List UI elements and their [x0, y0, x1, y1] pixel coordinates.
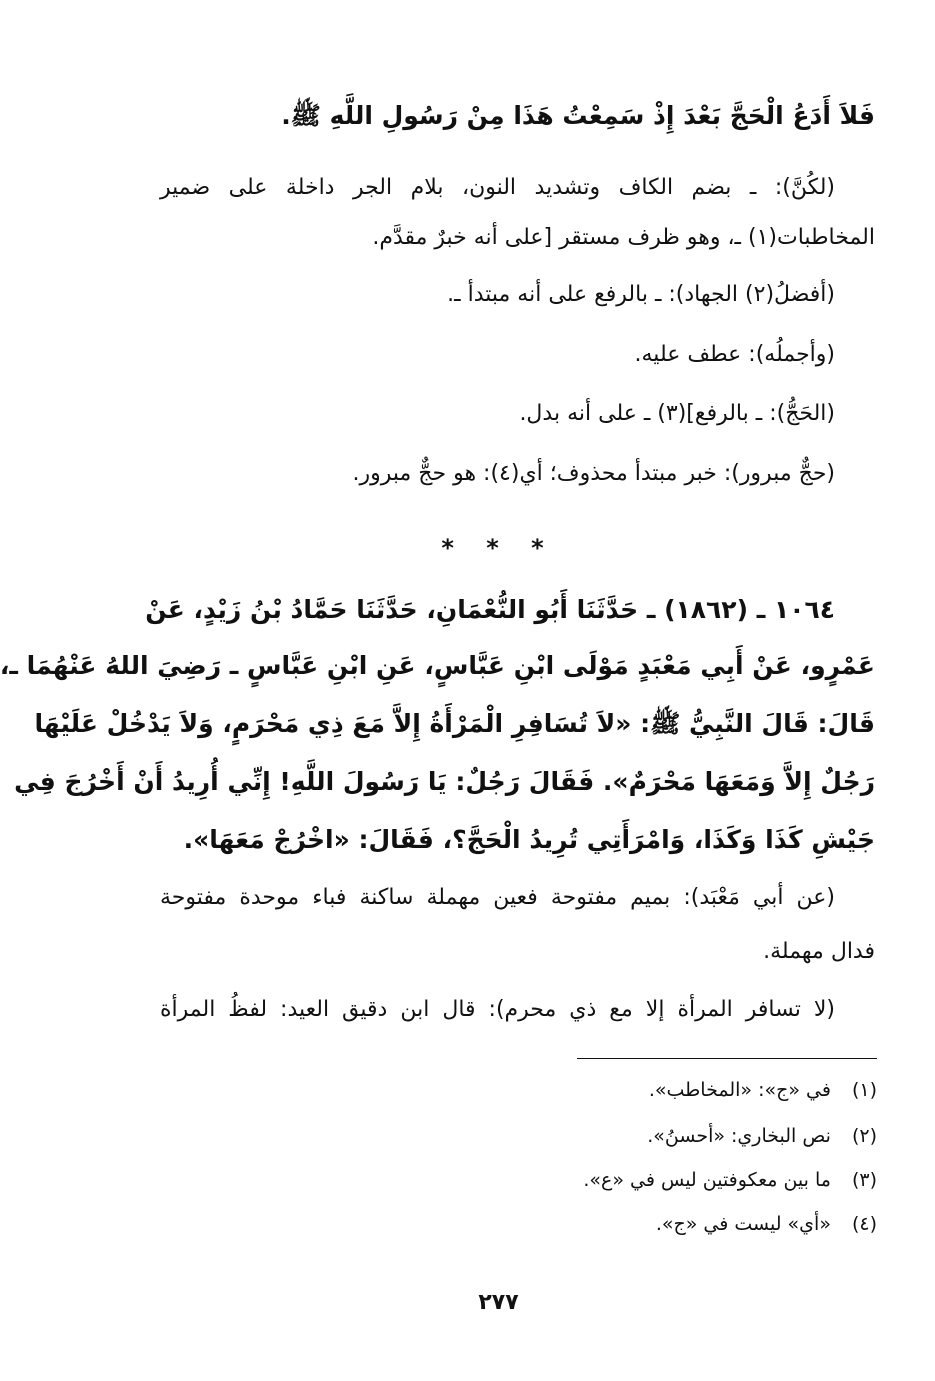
commentary-line: (وأجملُه): عطف عليه. [634, 342, 835, 367]
footnote-number: (٢) [851, 1125, 877, 1147]
hadith-line: عَمْرٍو، عَنْ أَبِي مَعْبَدٍ مَوْلَى ابْنِ عَبَّاسٍ، عَنِ ابْنِ عَبَّاسٍ ـ رَضِيَ اللهُ عَنْهُمَا ـ، [0, 651, 875, 680]
footnote-number: (٤) [851, 1213, 877, 1235]
footnote [362, 1078, 877, 1103]
footnote-text: في «ج»: «المخاطب». [648, 1079, 831, 1101]
footnote [362, 1212, 877, 1237]
hadith-top-line: فَلاَ أَدَعُ الْحَجَّ بَعْدَ إِذْ سَمِعْتُ هَذَا مِنْ رَسُولِ اللَّهِ ﷺ. [281, 101, 875, 130]
commentary-line: فدال مهملة. [763, 939, 875, 964]
commentary-line: (لكُنَّ): ـ بضم الكاف وتشديد النون، بلام الجر داخلة على ضمير [160, 175, 835, 200]
hadith-line: رَجُلٌ إِلاَّ وَمَعَهَا مَحْرَمٌ». فَقَالَ رَجُلٌ: يَا رَسُولَ اللَّهِ! إِنِّي أُرِيدُ أَنْ أَخْرُجَ فِي [14, 767, 875, 796]
hadith-line: ١٠٦٤ ـ (١٨٦٢) ـ حَدَّثَنَا أَبُو النُّعْمَانِ، حَدَّثَنَا حَمَّادُ بْنُ زَيْدٍ، عَنْ [145, 595, 835, 624]
footnote-number: (١) [851, 1079, 877, 1101]
footnote-divider [577, 1058, 877, 1059]
hadith-line: قَالَ: قَالَ النَّبِيُّ ﷺ: «لاَ تُسَافِرِ الْمَرْأَةُ إِلاَّ مَعَ ذِي مَحْرَمٍ، وَلاَ يَدْخُلْ عَلَيْهَا [34, 709, 875, 738]
commentary-line: (الحَجُّ): ـ بالرفع](٣) ـ على أنه بدل. [519, 401, 835, 426]
commentary-line: (حجٌّ مبرور): خبر مبتدأ محذوف؛ أي(٤): هو حجٌّ مبرور. [352, 461, 835, 486]
commentary-line: (أفضلُ(٢) الجهاد): ـ بالرفع على أنه مبتدأ ـ. [447, 282, 835, 307]
commentary-line: المخاطبات(١) ـ، وهو ظرف مستقر [على أنه خبرٌ مقدَّم. [372, 225, 875, 250]
footnote-number: (٣) [851, 1169, 877, 1191]
section-separator: * * * [441, 534, 556, 562]
commentary-line: (لا تسافر المرأة إلا مع ذي محرم): قال ابن دقيق العيد: لفظُ المرأة [160, 997, 835, 1022]
commentary-line: (عن أبي مَعْبَد): بميم مفتوحة فعين مهملة ساكنة فباء موحدة مفتوحة [160, 885, 835, 910]
footnote [362, 1168, 877, 1193]
footnote-text: «أي» ليست في «ج». [655, 1213, 831, 1235]
footnote-text: نص البخاري: «أحسنُ». [647, 1125, 831, 1147]
page-number: ٢٧٧ [478, 1290, 519, 1315]
hadith-line: جَيْشِ كَذَا وَكَذَا، وَامْرَأَتِي تُرِيدُ الْحَجَّ؟، فَقَالَ: «اخْرُجْ مَعَهَا». [183, 825, 875, 854]
footnote-text: ما بين معكوفتين ليس في «ع». [583, 1169, 831, 1191]
footnote [362, 1124, 877, 1149]
